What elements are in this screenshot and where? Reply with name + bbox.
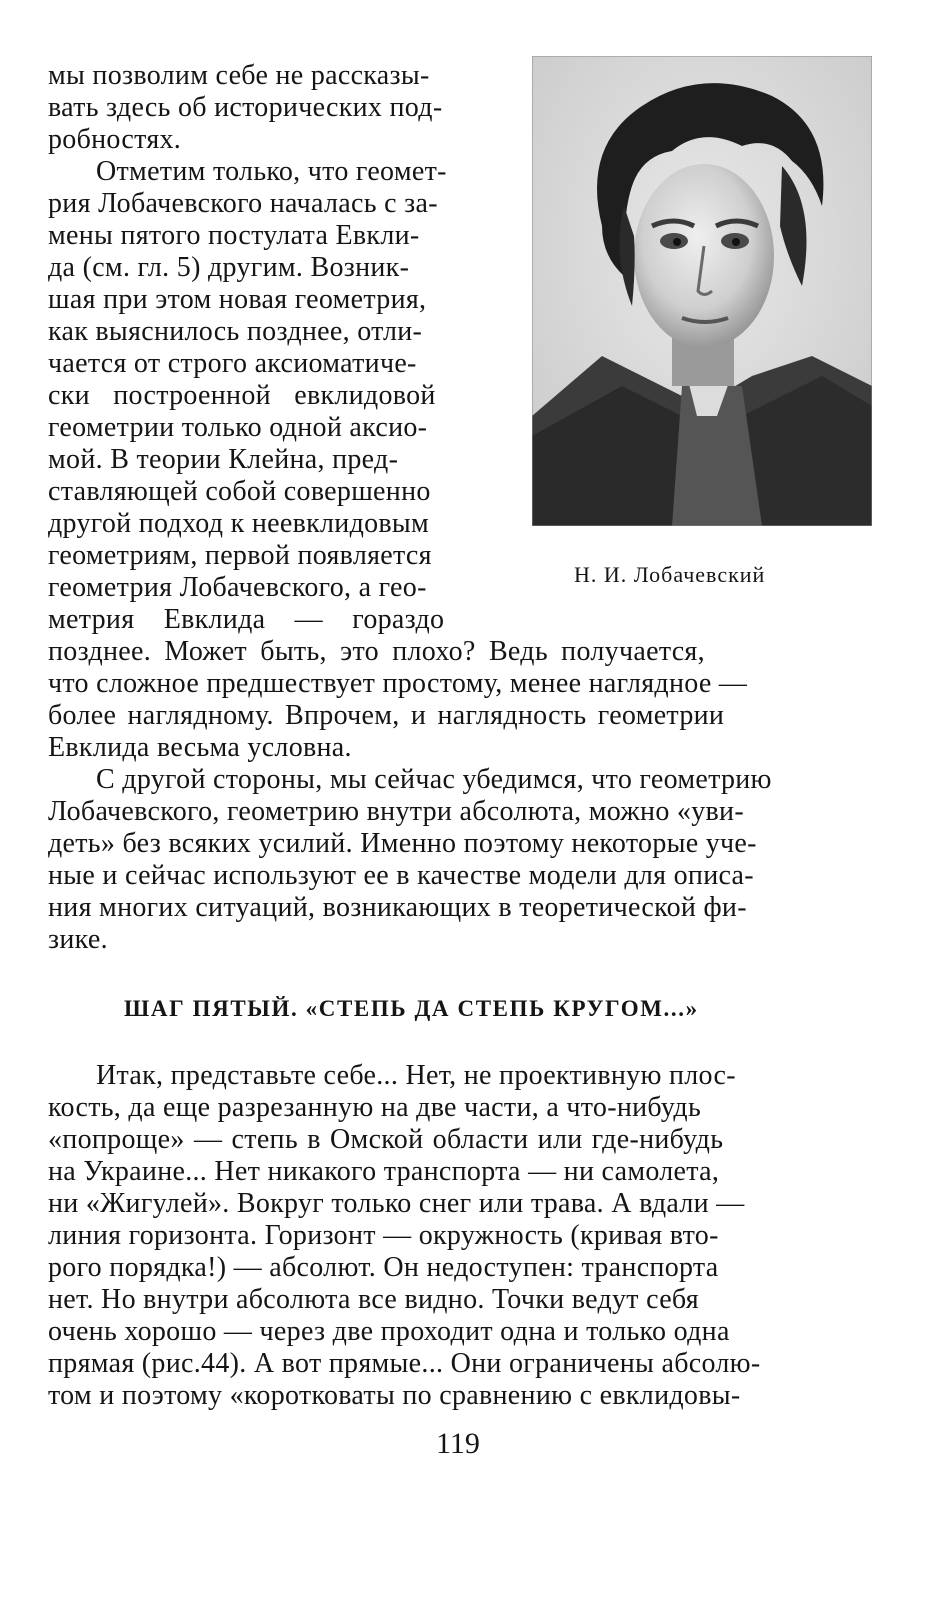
text-line: рого порядка!) — абсолют. Он недоступен: транспорта — [48, 1252, 719, 1283]
text-line: очень хорошо — через две проходит одна и только одна — [48, 1316, 730, 1347]
portrait-photo — [532, 56, 872, 526]
text-line: линия горизонта. Горизонт — окружность (кривая вто- — [48, 1220, 719, 1251]
text-line: мены пятого постулата Евкли- — [48, 220, 420, 251]
text-line: чается от строго аксиоматиче- — [48, 348, 417, 379]
text-line: зике. — [48, 924, 108, 955]
text-line: том и поэтому «коротковаты по сравнению с евклидовы- — [48, 1380, 741, 1411]
text-line: «попроще» — степь в Омской области или где-нибудь — [48, 1124, 724, 1155]
text-line: на Украине... Нет никакого транспорта — ни самолета, — [48, 1156, 720, 1187]
text-line: геометрия Лобачевского, а гео- — [48, 572, 427, 603]
text-line: Лобачевского, геометрию внутри абсолюта, можно «уви- — [48, 796, 744, 827]
text-line: более наглядному. Впрочем, и наглядность геометрии — [48, 700, 725, 731]
text-line — [48, 60, 500, 92]
text-line: ные и сейчас используют ее в качестве модели для описа- — [48, 860, 754, 891]
text-line: вать здесь об исторических под- — [48, 92, 443, 123]
text-line: нет. Но внутри абсолюта все видно. Точки ведут себя — [48, 1284, 699, 1315]
text-line: рия Лобачевского началась с за- — [48, 188, 438, 219]
text-line: что сложное предшествует простому, менее наглядное — — [48, 668, 748, 699]
text-line: ни «Жигулей». Вокруг только снег или трава. А вдали — — [48, 1188, 745, 1219]
text-line: Евклида весьма условна. — [48, 732, 352, 763]
text-line: С другой стороны, мы сейчас убедимся, что геометрию — [96, 764, 772, 795]
text-content: мы позволим себе не рассказы- — [48, 60, 430, 91]
text-line: робностях. — [48, 124, 182, 155]
text-line: ния многих ситуаций, возникающих в теоретической фи- — [48, 892, 747, 923]
text-line: да (см. гл. 5) другим. Возник- — [48, 252, 410, 283]
text-line: Отметим только, что геомет- — [96, 156, 447, 187]
text-line: как выяснилось позднее, отли- — [48, 316, 423, 347]
text-line: шая при этом новая геометрия, — [48, 284, 427, 315]
page-number: 119 — [436, 1427, 480, 1460]
text-line: деть» без всяких усилий. Именно поэтому некоторые уче- — [48, 828, 757, 859]
text-line: позднее. Может быть, это плохо? Ведь получается, — [48, 636, 705, 667]
text-line: кость, да еще разрезанную на две части, а что-нибудь — [48, 1092, 702, 1123]
text-line: Итак, представьте себе... Нет, не проективную плос- — [96, 1060, 736, 1091]
text-line: ставляющей собой совершенно — [48, 476, 431, 507]
text-line: другой подход к неевклидовым — [48, 508, 430, 539]
text-line: геометрии только одной аксио- — [48, 412, 428, 443]
text-line: мой. В теории Клейна, пред- — [48, 444, 399, 475]
text-line: геометриям, первой появляется — [48, 540, 432, 571]
text-line: ски построенной евклидовой — [48, 380, 436, 411]
section-heading: ШАГ ПЯТЫЙ. «СТЕПЬ ДА СТЕПЬ КРУГОМ...» — [124, 996, 699, 1021]
text-line: метрия Евклида — гораздо — [48, 604, 445, 635]
portrait-caption: Н. И. Лобачевский — [574, 562, 766, 587]
text-line: прямая (рис.44). А вот прямые... Они ограничены абсолю- — [48, 1348, 761, 1379]
